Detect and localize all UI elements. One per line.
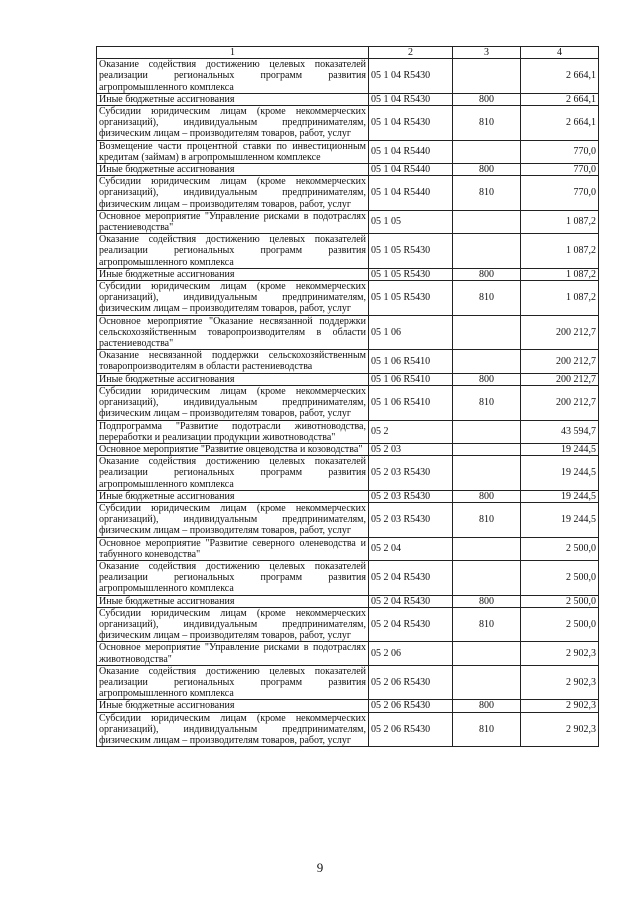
header-col-1: 1	[97, 47, 369, 59]
cell-sum: 2 664,1	[521, 93, 599, 105]
table-row	[97, 700, 599, 712]
cell-name: Субсидии юридическим лицам (кроме некоммерческих организаций), индивидуальным предпринимателям, физическим лицам – производителям товаров, работ, услуг	[97, 712, 369, 747]
cell-sum: 770,0	[521, 176, 599, 211]
cell-code: 05 2 06 R5430	[369, 712, 453, 747]
cell-expense-type	[453, 140, 521, 163]
cell-sum: 770,0	[521, 164, 599, 176]
cell-sum: 2 664,1	[521, 106, 599, 141]
cell-name: Иные бюджетные ассигнования	[97, 93, 369, 105]
table-row	[97, 560, 599, 595]
cell-code: 05 1 04 R5440	[369, 140, 453, 163]
cell-expense-type: 800	[453, 700, 521, 712]
cell-code: 05 2 03 R5430	[369, 490, 453, 502]
cell-expense-type	[453, 210, 521, 233]
table-row	[97, 456, 599, 491]
table-row	[97, 210, 599, 233]
cell-name: Возмещение части процентной ставки по инвестиционным кредитам (займам) в агропромышленном комплексе	[97, 140, 369, 163]
table-row	[97, 537, 599, 560]
table-header-row	[97, 47, 599, 59]
cell-name: Субсидии юридическим лицам (кроме некоммерческих организаций), индивидуальным предпринимателям, физическим лицам – производителям товаров, работ, услуг	[97, 385, 369, 420]
table-row	[97, 420, 599, 443]
budget-table	[96, 46, 599, 747]
cell-expense-type: 810	[453, 607, 521, 642]
table-row	[97, 234, 599, 269]
cell-code: 05 1 04 R5430	[369, 106, 453, 141]
table-row	[97, 665, 599, 700]
cell-code: 05 2 03	[369, 443, 453, 455]
table-row	[97, 373, 599, 385]
cell-sum: 19 244,5	[521, 456, 599, 491]
cell-expense-type	[453, 420, 521, 443]
table-row	[97, 176, 599, 211]
cell-expense-type: 800	[453, 373, 521, 385]
table-row	[97, 350, 599, 373]
cell-code: 05 1 04 R5430	[369, 59, 453, 94]
cell-sum: 200 212,7	[521, 315, 599, 350]
cell-expense-type	[453, 315, 521, 350]
cell-expense-type	[453, 537, 521, 560]
table-row	[97, 164, 599, 176]
cell-sum: 200 212,7	[521, 373, 599, 385]
budget-table-body	[97, 47, 599, 747]
cell-code: 05 1 05 R5430	[369, 234, 453, 269]
cell-code: 05 1 06 R5410	[369, 350, 453, 373]
table-row	[97, 642, 599, 665]
cell-expense-type	[453, 665, 521, 700]
cell-sum: 2 500,0	[521, 560, 599, 595]
cell-sum: 200 212,7	[521, 385, 599, 420]
cell-expense-type	[453, 560, 521, 595]
cell-name: Оказание содействия достижению целевых показателей реализации региональных программ развития агропромышленного комплекса	[97, 456, 369, 491]
cell-expense-type: 800	[453, 164, 521, 176]
cell-code: 05 1 05	[369, 210, 453, 233]
cell-name: Основное мероприятие "Управление рисками в подотраслях животноводства"	[97, 642, 369, 665]
cell-name: Основное мероприятие "Развитие овцеводства и козоводства"	[97, 443, 369, 455]
cell-sum: 2 902,3	[521, 665, 599, 700]
cell-expense-type: 800	[453, 490, 521, 502]
cell-code: 05 2 06 R5430	[369, 665, 453, 700]
cell-name: Основное мероприятие "Оказание несвязанной поддержки сельскохозяйственным товаропроизводителям в области растениеводства"	[97, 315, 369, 350]
table-row	[97, 140, 599, 163]
cell-code: 05 1 06	[369, 315, 453, 350]
cell-code: 05 2 06 R5430	[369, 700, 453, 712]
cell-sum: 2 902,3	[521, 642, 599, 665]
cell-expense-type: 810	[453, 106, 521, 141]
cell-code: 05 2 03 R5430	[369, 456, 453, 491]
cell-expense-type: 800	[453, 93, 521, 105]
table-row	[97, 502, 599, 537]
cell-expense-type: 800	[453, 268, 521, 280]
table-row	[97, 106, 599, 141]
cell-expense-type	[453, 59, 521, 94]
cell-expense-type	[453, 443, 521, 455]
cell-expense-type	[453, 456, 521, 491]
cell-name: Субсидии юридическим лицам (кроме некоммерческих организаций), индивидуальным предпринимателям, физическим лицам – производителям товаров, работ, услуг	[97, 502, 369, 537]
cell-name: Субсидии юридическим лицам (кроме некоммерческих организаций), индивидуальным предпринимателям, физическим лицам – производителям товаров, работ, услуг	[97, 106, 369, 141]
page-number: 9	[316, 860, 324, 875]
cell-name: Оказание содействия достижению целевых показателей реализации региональных программ развития агропромышленного комплекса	[97, 665, 369, 700]
cell-sum: 1 087,2	[521, 268, 599, 280]
cell-sum: 2 500,0	[521, 537, 599, 560]
cell-expense-type: 810	[453, 385, 521, 420]
table-row	[97, 607, 599, 642]
cell-name: Субсидии юридическим лицам (кроме некоммерческих организаций), индивидуальным предпринимателям, физическим лицам – производителям товаров, работ, услуг	[97, 176, 369, 211]
cell-name: Иные бюджетные ассигнования	[97, 268, 369, 280]
cell-sum: 2 500,0	[521, 607, 599, 642]
cell-sum: 2 902,3	[521, 700, 599, 712]
cell-name: Основное мероприятие "Развитие северного оленеводства и табунного коневодства"	[97, 537, 369, 560]
cell-code: 05 2 04 R5430	[369, 560, 453, 595]
cell-code: 05 2 06	[369, 642, 453, 665]
cell-code: 05 1 05 R5430	[369, 268, 453, 280]
cell-name: Подпрограмма "Развитие подотрасли животноводства, переработки и реализации продукции животноводства"	[97, 420, 369, 443]
cell-code: 05 2 03 R5430	[369, 502, 453, 537]
cell-name: Иные бюджетные ассигнования	[97, 490, 369, 502]
cell-expense-type	[453, 234, 521, 269]
cell-sum: 1 087,2	[521, 234, 599, 269]
table-row	[97, 712, 599, 747]
table-row	[97, 490, 599, 502]
header-col-2: 2	[369, 47, 453, 59]
cell-expense-type: 810	[453, 712, 521, 747]
cell-expense-type: 810	[453, 502, 521, 537]
cell-sum: 19 244,5	[521, 443, 599, 455]
cell-code: 05 1 04 R5440	[369, 176, 453, 211]
header-col-4: 4	[521, 47, 599, 59]
cell-sum: 19 244,5	[521, 502, 599, 537]
cell-expense-type: 800	[453, 595, 521, 607]
cell-name: Субсидии юридическим лицам (кроме некоммерческих организаций), индивидуальным предпринимателям, физическим лицам – производителям товаров, работ, услуг	[97, 281, 369, 316]
cell-name: Иные бюджетные ассигнования	[97, 595, 369, 607]
table-row	[97, 385, 599, 420]
cell-name: Оказание содействия достижению целевых показателей реализации региональных программ развития агропромышленного комплекса	[97, 234, 369, 269]
header-col-3: 3	[453, 47, 521, 59]
cell-sum: 200 212,7	[521, 350, 599, 373]
cell-expense-type	[453, 350, 521, 373]
cell-code: 05 2 04 R5430	[369, 607, 453, 642]
cell-name: Основное мероприятие "Управление рисками в подотраслях растениеводства"	[97, 210, 369, 233]
cell-name: Иные бюджетные ассигнования	[97, 373, 369, 385]
cell-sum: 1 087,2	[521, 281, 599, 316]
cell-code: 05 1 04 R5440	[369, 164, 453, 176]
table-row	[97, 315, 599, 350]
cell-expense-type: 810	[453, 176, 521, 211]
cell-sum: 19 244,5	[521, 490, 599, 502]
cell-code: 05 2	[369, 420, 453, 443]
cell-code: 05 2 04	[369, 537, 453, 560]
cell-sum: 770,0	[521, 140, 599, 163]
cell-code: 05 1 05 R5430	[369, 281, 453, 316]
cell-expense-type	[453, 642, 521, 665]
cell-name: Оказание содействия достижению целевых показателей реализации региональных программ развития агропромышленного комплекса	[97, 59, 369, 94]
cell-name: Иные бюджетные ассигнования	[97, 700, 369, 712]
cell-sum: 2 902,3	[521, 712, 599, 747]
cell-sum: 2 664,1	[521, 59, 599, 94]
cell-name: Иные бюджетные ассигнования	[97, 164, 369, 176]
cell-code: 05 2 04 R5430	[369, 595, 453, 607]
cell-sum: 1 087,2	[521, 210, 599, 233]
cell-name: Оказание содействия достижению целевых показателей реализации региональных программ развития агропромышленного комплекса	[97, 560, 369, 595]
cell-sum: 2 500,0	[521, 595, 599, 607]
table-row	[97, 59, 599, 94]
cell-code: 05 1 06 R5410	[369, 385, 453, 420]
cell-name: Субсидии юридическим лицам (кроме некоммерческих организаций), индивидуальным предпринимателям, физическим лицам – производителям товаров, работ, услуг	[97, 607, 369, 642]
table-row	[97, 268, 599, 280]
cell-code: 05 1 04 R5430	[369, 93, 453, 105]
table-row	[97, 93, 599, 105]
cell-expense-type: 810	[453, 281, 521, 316]
cell-code: 05 1 06 R5410	[369, 373, 453, 385]
table-row	[97, 443, 599, 455]
table-row	[97, 595, 599, 607]
cell-sum: 43 594,7	[521, 420, 599, 443]
cell-name: Оказание несвязанной поддержки сельскохозяйственным товаропроизводителям в области растениеводства	[97, 350, 369, 373]
table-row	[97, 281, 599, 316]
